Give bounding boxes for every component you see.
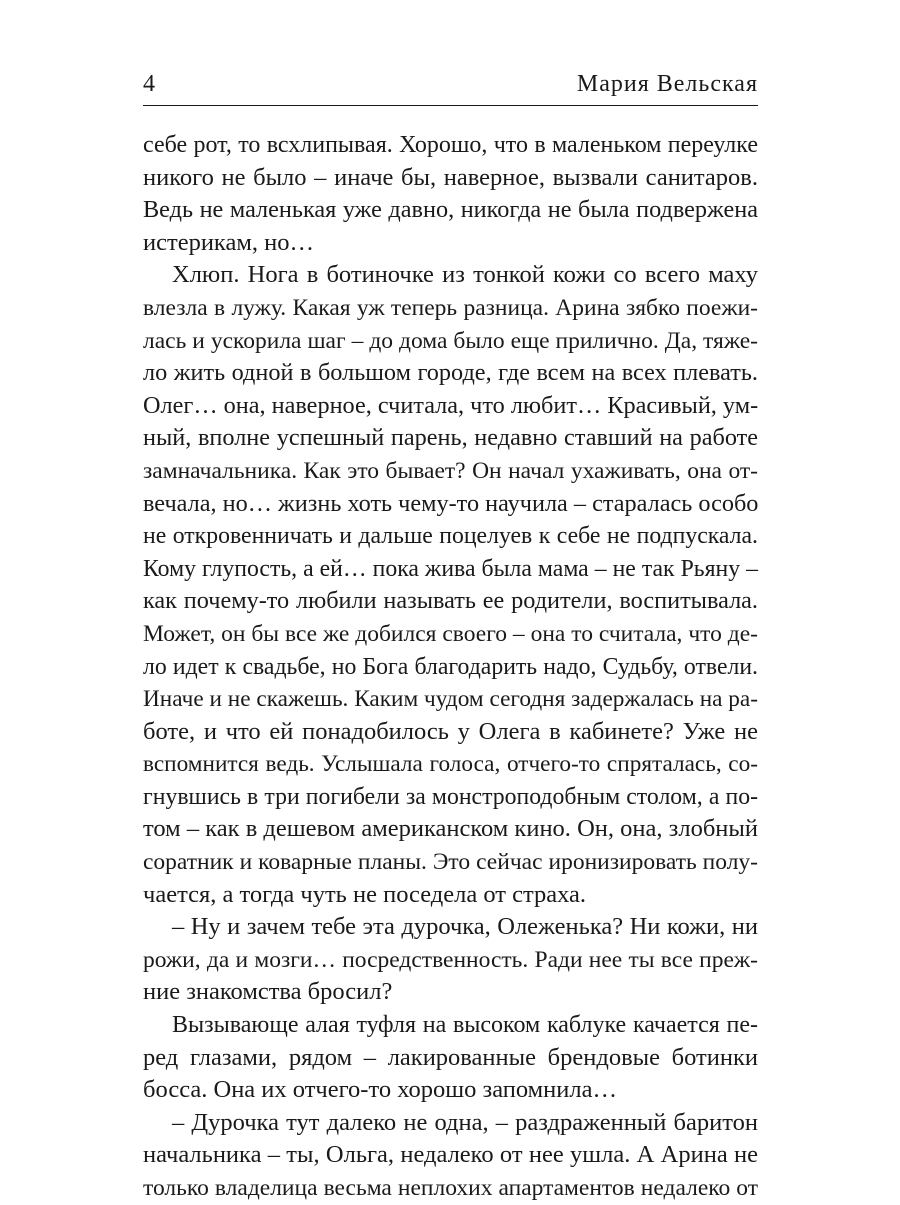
text-line: влезла в лужу. Какая уж теперь разница. Арина зябко поежи- — [143, 294, 758, 321]
text-line: гнувшись в три погибели за монстроподобным столом, а по- — [143, 783, 758, 810]
text-line: Иначе и не скажешь. Каким чудом сегодня задержалась на ра- — [143, 686, 758, 713]
text-line: – Дурочка тут далеко не одна, – раздраженный баритон — [172, 1108, 758, 1136]
text-line: истерикам, но… — [143, 228, 314, 256]
text-line: Олег… она, наверное, считала, что любит… Красивый, ум- — [143, 391, 759, 419]
text-line: вспомнится ведь. Услышала голоса, отчего-то спряталась, со- — [143, 751, 758, 778]
text-line: вечала, но… жизнь хоть чему-то научила – старалась особо — [143, 489, 759, 517]
text-line: Может, он бы все же добился своего – она то считала, что де- — [143, 620, 758, 647]
text-line: замначальника. Как это бывает? Он начал ухаживать, она от- — [143, 457, 758, 484]
header-rule — [143, 105, 758, 106]
text-line: Ведь не маленькая уже давно, никогда не была подвержена — [143, 196, 758, 224]
text-line: – Ну и зачем тебе эта дурочка, Олеженька? Ни кожи, ни — [172, 913, 758, 941]
text-line: ный, вполне успешный парень, недавно ставший на работе — [143, 424, 758, 452]
page-header — [143, 64, 758, 104]
text-line: ло жить одной в большом городе, где всем на всех плевать. — [143, 359, 758, 387]
running-title: Мария Вельская — [576, 71, 758, 97]
text-line: рожи, да и мозги… посредственность. Ради нее ты все преж- — [143, 946, 758, 973]
text-line: ние знакомства бросил? — [143, 978, 393, 1006]
text-line: как почему-то любили называть ее родители, воспитывала. — [143, 587, 758, 615]
text-line: лась и ускорила шаг – до дома было еще прилично. Да, тяже- — [143, 327, 758, 354]
text-line: только владелица весьма неплохих апартаментов недалеко от — [143, 1175, 758, 1201]
text-line: ло идет к свадьбе, но Бога благодарить надо, Судьбу, отвели. — [143, 653, 758, 680]
body-text — [143, 129, 758, 1205]
text-line: боте, и что ей понадобилось у Олега в кабинете? Уже не — [143, 717, 758, 745]
text-line: соратник и коварные планы. Это сейчас иронизировать полу- — [143, 849, 758, 876]
text-line: чается, а тогда чуть не поседела от страха. — [143, 880, 587, 908]
text-line: том – как в дешевом американском кино. Он, она, злобный — [143, 815, 758, 843]
text-line: никого не было – иначе бы, наверное, вызвали санитаров. — [143, 163, 758, 191]
text-line: Хлюп. Нога в ботиночке из тонкой кожи со всего маху — [172, 261, 758, 289]
text-line: ред глазами, рядом – лакированные брендовые ботинки — [143, 1043, 758, 1071]
text-line: Вызывающе алая туфля на высоком каблуке качается пе- — [172, 1012, 758, 1039]
text-line: Кому глупость, а ей… пока жива была мама – не так Рьяну – — [143, 555, 758, 582]
text-line: себе рот, то всхлипывая. Хорошо, что в маленьком переулке — [143, 132, 758, 158]
page-number: 4 — [143, 71, 155, 97]
text-line: начальника – ты, Ольга, недалеко от нее ушла. А Арина не — [143, 1141, 758, 1169]
text-line: босса. Она их отчего-то хорошо запомнила… — [143, 1076, 617, 1104]
text-line: не откровенничать и дальше поцелуев к себе не подпускала. — [143, 523, 758, 550]
